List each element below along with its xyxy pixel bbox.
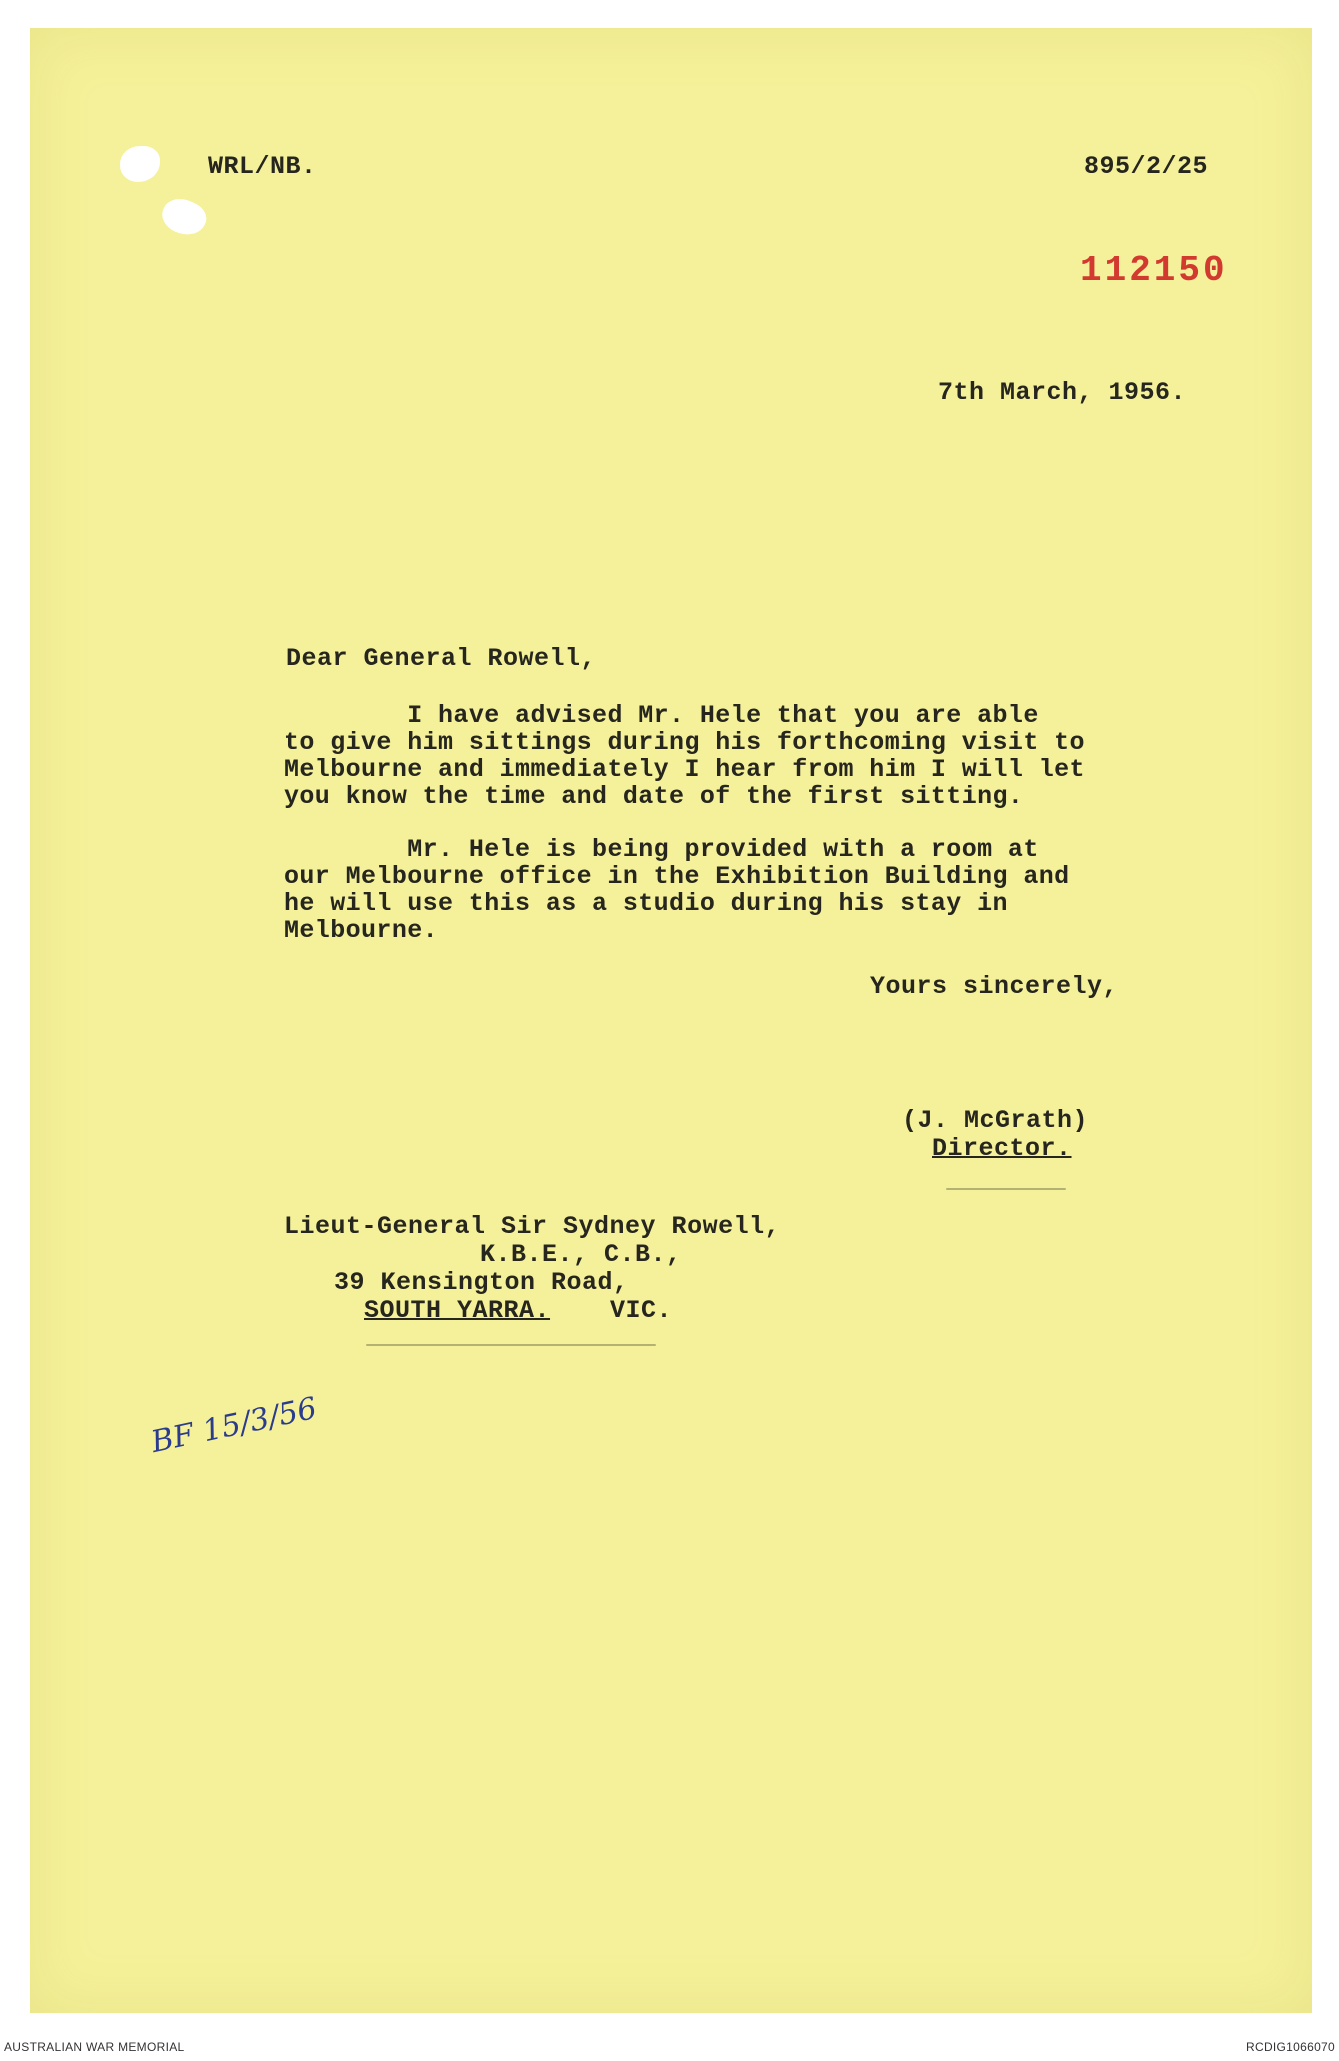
paragraph-2-line: Mr. Hele is being provided with a room at xyxy=(284,835,1039,864)
letter-sheet xyxy=(30,28,1312,2013)
paragraph-1-line: Melbourne and immediately I hear from him I will let xyxy=(284,755,1085,784)
registry-stamp-number: 112150 xyxy=(1080,250,1228,291)
footer-left: AUSTRALIAN WAR MEMORIAL xyxy=(4,2040,185,2054)
footer-right: RCDIG1066070 xyxy=(1246,2040,1335,2054)
address-city: SOUTH YARRA. xyxy=(364,1296,551,1325)
address-smudge xyxy=(366,1344,656,1346)
salutation: Dear General Rowell, xyxy=(286,644,597,673)
letter-date: 7th March, 1956. xyxy=(938,378,1187,407)
address-line-3: 39 Kensington Road, xyxy=(334,1268,629,1297)
paragraph-1-line: to give him sittings during his forthcoming visit to xyxy=(284,728,1085,757)
body-paragraph-2 xyxy=(284,836,1070,944)
address-line-2: K.B.E., C.B., xyxy=(480,1240,682,1269)
address-state: VIC. xyxy=(610,1296,673,1325)
body-paragraph-1 xyxy=(284,702,1085,810)
paragraph-2-line: he will use this as a studio during his stay in xyxy=(284,889,1008,918)
signature-smudge xyxy=(946,1188,1066,1190)
address-line-1: Lieut-General Sir Sydney Rowell, xyxy=(284,1212,781,1241)
paragraph-2-line: Melbourne. xyxy=(284,916,439,945)
handwritten-bf-note: BF 15/3/56 xyxy=(148,1390,320,1461)
paragraph-2-line: our Melbourne office in the Exhibition Building and xyxy=(284,862,1070,891)
reference-right: 895/2/25 xyxy=(1084,152,1209,181)
reference-left: WRL/NB. xyxy=(208,152,317,181)
paragraph-1-line: you know the time and date of the first sitting. xyxy=(284,782,1024,811)
signatory-title: Director. xyxy=(932,1134,1072,1163)
closing: Yours sincerely, xyxy=(870,972,1119,1001)
paragraph-1-line: I have advised Mr. Hele that you are able xyxy=(284,701,1039,730)
signatory-name: (J. McGrath) xyxy=(902,1106,1089,1135)
